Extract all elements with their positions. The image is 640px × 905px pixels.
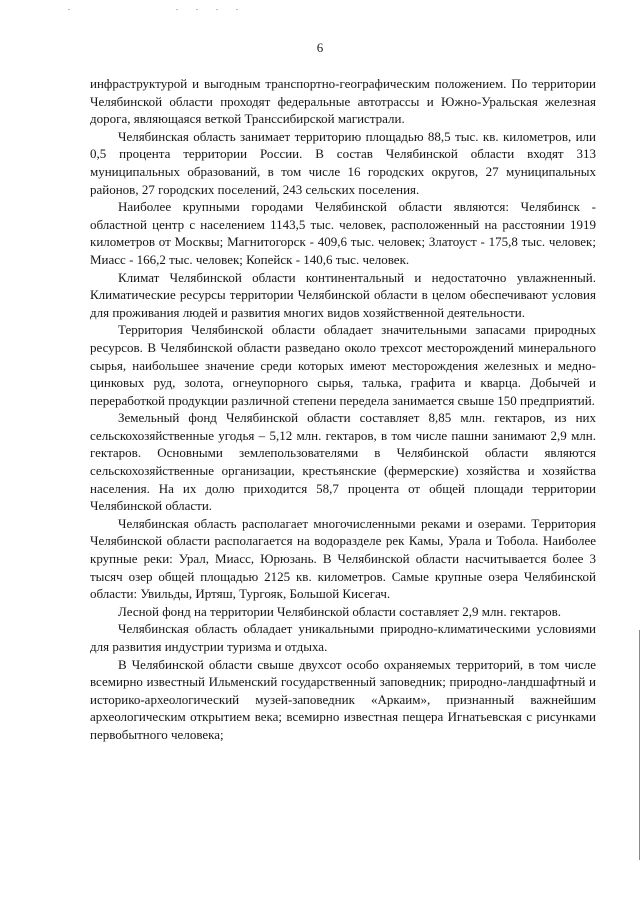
paragraph: В Челябинской области свыше двухсот особо охраняемых территорий, в том числе всемирно известный Ильменский государственный заповедник; природно-ландшафтный и историко-археологический музей-заповедник «Аркаим», признанный важнейшим археологическим открытием века; всемирно известная пещера Игнатьевская с рисунками первобытного человека; <box>90 656 596 742</box>
paragraph: Челябинская область занимает территорию площадью 88,5 тыс. кв. километров, или 0,5 процента территории России. В состав Челябинской области входят 313 муниципальных образований, в том числе 16 городских округов, 27 муниципальных районов, 27 городских поселений, 243 сельских поселения. <box>90 128 596 197</box>
paragraph: Лесной фонд на территории Челябинской области составляет 2,9 млн. гектаров. <box>118 603 561 619</box>
scan-artifact <box>176 9 178 10</box>
scan-artifact <box>196 9 198 10</box>
paragraph: Наиболее крупными городами Челябинской области являются: Челябинск - областной центр с населением 1143,5 тыс. человек, расположенный на расстоянии 1919 километров от Москвы; Магнитогорск - 409,6 тыс. человек; Златоуст - 175,8 тыс. человек; Миасс - 166,2 тыс. человек; Копейск - 140,6 тыс. человек. <box>90 199 596 267</box>
paragraph: Челябинская область располагает многочисленными реками и озерами. Территория Челябинской области располагается на водоразделе рек Камы, Урала и Тобола. Наиболее крупные реки: Урал, Миасс, Юрюзань. В Челябинской области насчитывается более 3 тысяч озер общей площадью 2125 кв. километров. Самые крупные озера Челябинской области: Увильды, Иртяш, Тургояк, Большой Кисегач. <box>90 515 596 602</box>
paragraph: инфраструктурой и выгодным транспортно-географическим положением. По территории Челябинской области проходят федеральные автотрассы и Южно-Уральская железная дорога, являющаяся веткой Транссибирской магистрали. <box>90 76 596 127</box>
scan-artifact <box>68 9 70 10</box>
paragraph: Территория Челябинской области обладает значительными запасами природных ресурсов. В Челябинской области разведано около трехсот месторождений минерального сырья, наибольшее значение среди которых имеют месторождения железных и медно-цинковых руд, золота, огнеупорного сырья, талька, графита и кварца. Добычей и переработкой продукции различной степени передела занимается свыше 150 предприятий. <box>90 322 596 408</box>
page-number: 6 <box>316 40 324 55</box>
scan-artifact <box>236 9 238 10</box>
paragraph: Челябинская область обладает уникальными природно-климатическими условиями для развития индустрии туризма и отдыха. <box>90 621 596 654</box>
paragraph: Земельный фонд Челябинской области составляет 8,85 млн. гектаров, из них сельскохозяйственные угодья – 5,12 млн. гектаров, в том числе пашни занимают 2,9 млн. гектаров. Основными землепользователями в Челябинской области являются сельскохозяйственные организации, крестьянские (фермерские) хозяйства и хозяйства населения. На их долю приходится 58,7 процента от общей площади территории Челябинской области. <box>90 410 596 514</box>
document-body <box>90 75 596 744</box>
scan-artifact <box>216 9 218 10</box>
paragraph: Климат Челябинской области континентальный и недостаточно увлажненный. Климатические ресурсы территории Челябинской области в целом обеспечивают условия для проживания людей и развития многих видов хозяйственной деятельности. <box>90 269 596 320</box>
